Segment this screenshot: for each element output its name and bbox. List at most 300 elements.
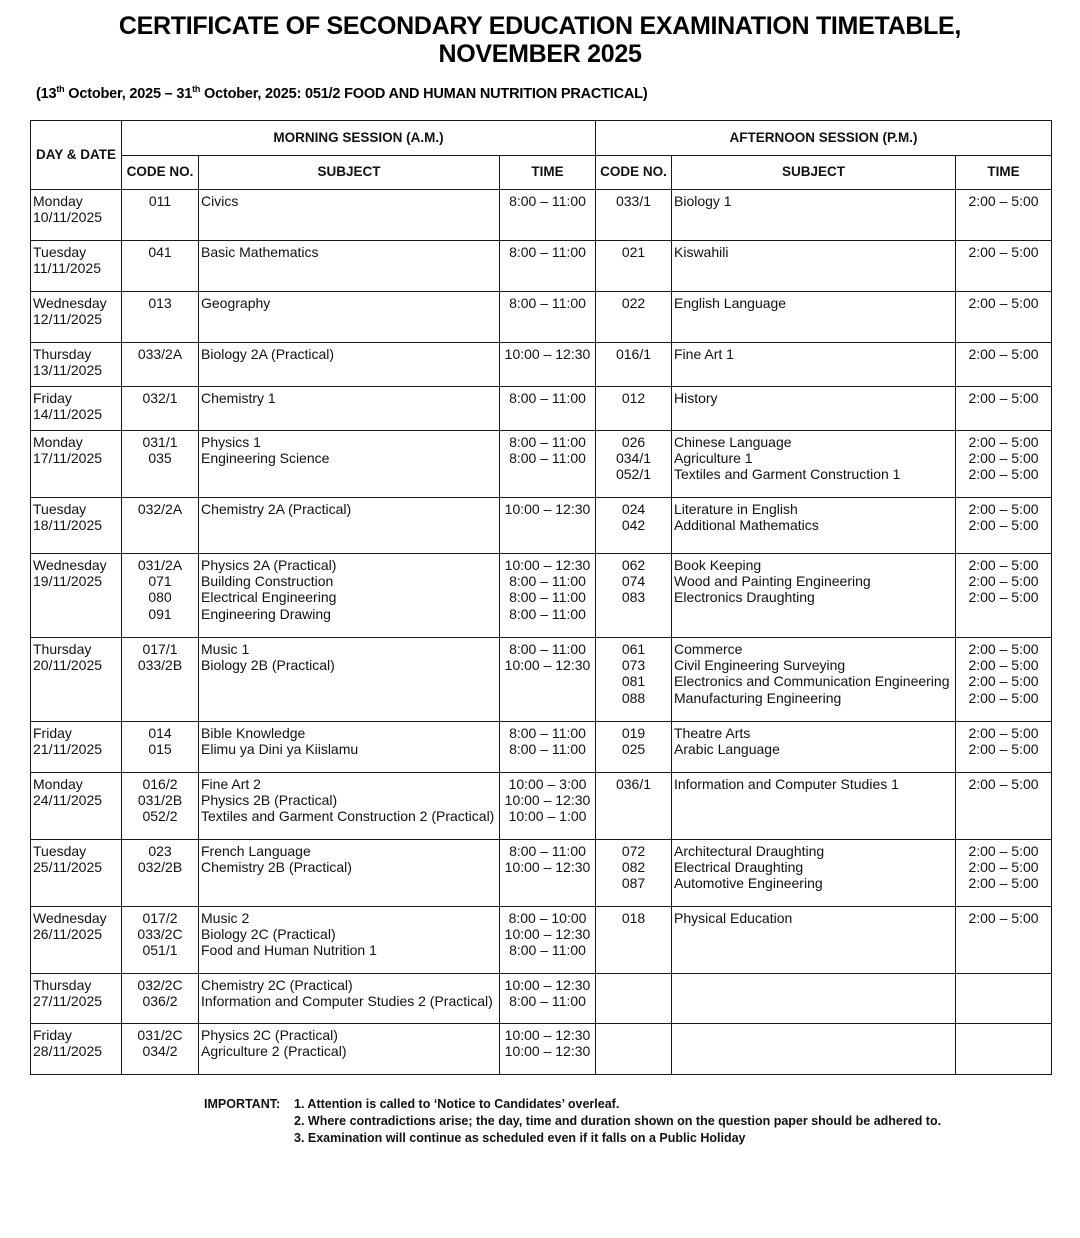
am-time: 10:00 – 12:30 xyxy=(504,501,591,517)
am-time: 10:00 – 12:30 xyxy=(504,657,591,674)
pm-code-cell xyxy=(596,387,672,431)
subtitle-superscript: th xyxy=(56,84,65,94)
am-code-cell xyxy=(122,907,199,974)
pm-subject: Commerce xyxy=(674,641,743,657)
am-code: 031/2A xyxy=(137,557,183,573)
am-subject: Basic Mathematics xyxy=(201,244,319,260)
am-subject-cell xyxy=(199,431,500,498)
am-subject: Engineering Science xyxy=(201,450,330,467)
weekday: Thursday xyxy=(33,346,92,362)
pm-time: 2:00 – 5:00 xyxy=(968,776,1039,792)
am-code: 011 xyxy=(148,193,172,209)
am-time: 10:00 – 12:30 xyxy=(504,792,591,809)
header-day-date: DAY & DATE xyxy=(31,121,122,190)
pm-code-cell xyxy=(596,974,672,1024)
table-row xyxy=(31,554,1052,638)
am-time-cell xyxy=(500,1024,596,1075)
pm-code-cell xyxy=(596,773,672,840)
day-date-cell xyxy=(31,387,122,431)
pm-time: 2:00 – 5:00 xyxy=(968,641,1039,657)
pm-subject: English Language xyxy=(674,295,787,311)
date: 18/11/2025 xyxy=(33,517,103,534)
note-item: 1. Attention is called to ‘Notice to Candidates’ overleaf. xyxy=(294,1097,620,1111)
document-title xyxy=(0,12,1080,68)
am-subject: Chemistry 2B (Practical) xyxy=(201,859,352,876)
am-subject: Biology 2A (Practical) xyxy=(201,346,335,362)
am-subject-cell xyxy=(199,498,500,554)
am-time: 10:00 – 12:30 xyxy=(504,346,591,362)
am-time: 8:00 – 11:00 xyxy=(509,725,586,741)
day-date-cell xyxy=(31,190,122,241)
subtitle-superscript: th xyxy=(192,84,201,94)
pm-code: 025 xyxy=(621,741,646,758)
am-subject: Geography xyxy=(201,295,271,311)
pm-time-cell xyxy=(956,974,1052,1024)
pm-subject: Information and Computer Studies 1 xyxy=(674,776,899,792)
pm-subject-cell xyxy=(672,241,956,292)
pm-subject: Theatre Arts xyxy=(674,725,751,741)
am-subject: Textiles and Garment Construction 2 (Practical) xyxy=(201,808,495,825)
pm-time-cell xyxy=(956,292,1052,343)
date: 25/11/2025 xyxy=(33,859,103,876)
am-code-cell xyxy=(122,722,199,773)
am-time: 8:00 – 11:00 xyxy=(509,450,586,467)
am-code-cell xyxy=(122,431,199,498)
pm-subject: Kiswahili xyxy=(674,244,729,260)
pm-subject: Arabic Language xyxy=(674,741,780,758)
am-subject: Electrical Engineering xyxy=(201,589,337,606)
am-subject: Bible Knowledge xyxy=(201,725,306,741)
day-date-cell xyxy=(31,773,122,840)
am-code: 080 xyxy=(148,589,172,606)
am-time: 10:00 – 12:30 xyxy=(504,1043,591,1060)
pm-code-cell xyxy=(596,638,672,722)
pm-subject-cell xyxy=(672,638,956,722)
pm-subject: Civil Engineering Surveying xyxy=(674,657,846,674)
am-time: 10:00 – 1:00 xyxy=(508,808,587,825)
am-time-cell xyxy=(500,498,596,554)
note-item: 2. Where contradictions arise; the day, time and duration shown on the question paper should be adhered to. xyxy=(294,1114,942,1128)
pm-code-cell xyxy=(596,907,672,974)
pm-code: 072 xyxy=(621,843,646,859)
am-subject: Physics 2C (Practical) xyxy=(201,1027,338,1043)
am-time: 8:00 – 11:00 xyxy=(509,741,586,758)
pm-time: 2:00 – 5:00 xyxy=(968,657,1039,674)
table-row xyxy=(31,773,1052,840)
am-subject: Physics 2B (Practical) xyxy=(201,792,338,809)
pm-time: 2:00 – 5:00 xyxy=(968,517,1039,534)
pm-time: 2:00 – 5:00 xyxy=(968,673,1039,690)
pm-code: 081 xyxy=(621,673,646,690)
header-pm-subject: SUBJECT xyxy=(672,156,956,190)
am-time: 8:00 – 10:00 xyxy=(508,910,587,926)
pm-code-cell xyxy=(596,292,672,343)
am-code: 036/2 xyxy=(142,993,178,1010)
am-code: 032/2C xyxy=(137,977,183,993)
am-subject: Biology 2B (Practical) xyxy=(201,657,335,674)
pm-time: 2:00 – 5:00 xyxy=(968,434,1039,450)
am-time-cell xyxy=(500,840,596,907)
pm-code: 073 xyxy=(621,657,646,674)
pm-time-cell xyxy=(956,773,1052,840)
date: 27/11/2025 xyxy=(33,993,103,1010)
am-time: 10:00 – 12:30 xyxy=(504,1027,591,1043)
pm-code: 062 xyxy=(621,557,646,573)
table-row xyxy=(31,974,1052,1024)
am-code-cell xyxy=(122,292,199,343)
weekday: Friday xyxy=(33,725,72,741)
am-subject-cell xyxy=(199,722,500,773)
weekday: Wednesday xyxy=(33,910,107,926)
pm-subject: Textiles and Garment Construction 1 xyxy=(674,466,901,483)
weekday: Monday xyxy=(33,193,83,209)
am-time: 8:00 – 11:00 xyxy=(509,942,586,959)
pm-code-cell xyxy=(596,554,672,638)
header-am-time: TIME xyxy=(500,156,596,190)
am-subject: Music 2 xyxy=(201,910,250,926)
subtitle-part: October, 2025: 051/2 FOOD AND HUMAN NUTRITION PRACTICAL) xyxy=(200,86,648,102)
am-code: 051/1 xyxy=(142,942,178,959)
am-time-cell xyxy=(500,292,596,343)
pm-subject-cell xyxy=(672,190,956,241)
am-code: 033/2C xyxy=(137,926,183,943)
pm-time-cell xyxy=(956,241,1052,292)
header-row-sessions xyxy=(31,121,1052,156)
pm-time: 2:00 – 5:00 xyxy=(968,193,1039,209)
am-subject-cell xyxy=(199,190,500,241)
am-code-cell xyxy=(122,974,199,1024)
title-line-2: NOVEMBER 2025 xyxy=(438,40,642,68)
am-code: 017/2 xyxy=(142,910,178,926)
table-row xyxy=(31,498,1052,554)
day-date-cell xyxy=(31,1024,122,1075)
pm-code: 082 xyxy=(621,859,646,876)
am-subject: Civics xyxy=(201,193,239,209)
am-subject-cell xyxy=(199,292,500,343)
am-code: 052/2 xyxy=(142,808,178,825)
date: 17/11/2025 xyxy=(33,450,103,467)
day-date-cell xyxy=(31,292,122,343)
table-row xyxy=(31,241,1052,292)
pm-code: 018 xyxy=(621,910,646,926)
important-notes-list xyxy=(294,1096,941,1147)
date: 11/11/2025 xyxy=(33,260,101,277)
pm-code: 061 xyxy=(621,641,646,657)
pm-code: 034/1 xyxy=(615,450,652,467)
pm-subject: Physical Education xyxy=(674,910,793,926)
am-subject-cell xyxy=(199,773,500,840)
pm-subject: Literature in English xyxy=(674,501,798,517)
pm-code: 024 xyxy=(621,501,646,517)
am-time: 8:00 – 11:00 xyxy=(509,244,586,260)
am-time: 8:00 – 11:00 xyxy=(509,605,586,622)
pm-subject: Automotive Engineering xyxy=(674,875,823,892)
am-subject-cell xyxy=(199,554,500,638)
am-code: 014 xyxy=(148,725,172,741)
date: 21/11/2025 xyxy=(33,741,103,758)
weekday: Monday xyxy=(33,434,83,450)
pm-code: 052/1 xyxy=(615,466,652,483)
weekday: Wednesday xyxy=(33,295,107,311)
pm-subject: Architectural Draughting xyxy=(674,843,825,859)
subtitle-part: October, 2025 – 31 xyxy=(64,86,193,102)
am-time-cell xyxy=(500,431,596,498)
am-code: 031/2B xyxy=(137,792,183,809)
header-morning-session: MORNING SESSION (A.M.) xyxy=(122,121,596,156)
am-code-cell xyxy=(122,773,199,840)
subtitle-part: (13 xyxy=(36,86,57,102)
am-time-cell xyxy=(500,387,596,431)
am-time: 8:00 – 11:00 xyxy=(509,434,586,450)
am-subject: Physics 1 xyxy=(201,434,261,450)
pm-time-cell xyxy=(956,722,1052,773)
am-time-cell xyxy=(500,343,596,387)
day-date-cell xyxy=(31,554,122,638)
pm-code-cell xyxy=(596,840,672,907)
pm-subject: Biology 1 xyxy=(674,193,732,209)
title-line-1: CERTIFICATE OF SECONDARY EDUCATION EXAMINATION TIMETABLE, xyxy=(118,12,962,40)
pm-time: 2:00 – 5:00 xyxy=(968,859,1039,876)
date: 28/11/2025 xyxy=(33,1043,103,1060)
am-subject: Music 1 xyxy=(201,641,250,657)
am-time: 10:00 – 12:30 xyxy=(504,557,591,573)
am-code-cell xyxy=(122,1024,199,1075)
day-date-cell xyxy=(31,431,122,498)
am-subject: Agriculture 2 (Practical) xyxy=(201,1043,347,1060)
am-time: 10:00 – 12:30 xyxy=(504,926,591,943)
am-code-cell xyxy=(122,241,199,292)
pm-time: 2:00 – 5:00 xyxy=(968,725,1039,741)
am-time: 10:00 – 3:00 xyxy=(508,776,587,792)
day-date-cell xyxy=(31,840,122,907)
am-code-cell xyxy=(122,498,199,554)
am-time: 10:00 – 12:30 xyxy=(504,977,591,993)
pm-code: 088 xyxy=(621,689,646,706)
am-time: 8:00 – 11:00 xyxy=(509,193,586,209)
am-time-cell xyxy=(500,974,596,1024)
pm-code: 016/1 xyxy=(615,346,652,362)
pm-time-cell xyxy=(956,343,1052,387)
am-time: 8:00 – 11:00 xyxy=(509,641,586,657)
am-time-cell xyxy=(500,907,596,974)
am-time: 8:00 – 11:00 xyxy=(509,390,586,406)
table-row xyxy=(31,840,1052,907)
am-subject: Information and Computer Studies 2 (Practical) xyxy=(201,993,493,1010)
table-row xyxy=(31,387,1052,431)
am-subject: French Language xyxy=(201,843,311,859)
date: 10/11/2025 xyxy=(33,209,103,226)
pm-time: 2:00 – 5:00 xyxy=(968,843,1039,859)
pm-subject: Electrical Draughting xyxy=(674,859,804,876)
am-code: 016/2 xyxy=(142,776,178,792)
pm-code: 042 xyxy=(621,517,646,534)
note-item: 3. Examination will continue as scheduled even if it falls on a Public Holiday xyxy=(294,1131,746,1145)
pm-code-cell xyxy=(596,241,672,292)
pm-time: 2:00 – 5:00 xyxy=(968,557,1039,573)
am-code: 091 xyxy=(148,605,172,622)
pm-time-cell xyxy=(956,498,1052,554)
pm-time-cell xyxy=(956,387,1052,431)
pm-time: 2:00 – 5:00 xyxy=(968,244,1039,260)
pm-subject-cell xyxy=(672,343,956,387)
pm-subject-cell xyxy=(672,498,956,554)
am-code: 013 xyxy=(148,295,172,311)
am-time: 8:00 – 11:00 xyxy=(509,589,586,606)
weekday: Thursday xyxy=(33,641,92,657)
pm-code-cell xyxy=(596,498,672,554)
pm-subject-cell xyxy=(672,907,956,974)
am-subject-cell xyxy=(199,387,500,431)
day-date-cell xyxy=(31,498,122,554)
am-time-cell xyxy=(500,773,596,840)
pm-code-cell xyxy=(596,431,672,498)
pm-code: 012 xyxy=(621,390,646,406)
pm-code: 083 xyxy=(621,589,646,606)
date: 13/11/2025 xyxy=(33,362,103,379)
am-code: 032/2A xyxy=(137,501,183,517)
pm-code-cell xyxy=(596,190,672,241)
am-code: 031/1 xyxy=(142,434,178,450)
table-row xyxy=(31,907,1052,974)
date: 26/11/2025 xyxy=(33,926,103,943)
am-subject: Elimu ya Dini ya Kiislamu xyxy=(201,741,359,758)
am-code-cell xyxy=(122,343,199,387)
am-code: 017/1 xyxy=(142,641,178,657)
pm-code: 021 xyxy=(621,244,646,260)
am-code: 034/2 xyxy=(142,1043,178,1060)
pm-time-cell xyxy=(956,190,1052,241)
table-row xyxy=(31,292,1052,343)
header-row-columns xyxy=(31,156,1052,190)
pm-subject-cell xyxy=(672,292,956,343)
pm-time: 2:00 – 5:00 xyxy=(968,466,1039,483)
pm-code: 087 xyxy=(621,875,646,892)
pm-subject-cell xyxy=(672,840,956,907)
pm-code: 074 xyxy=(621,573,646,590)
am-subject-cell xyxy=(199,241,500,292)
pm-subject: Electronics and Communication Engineering xyxy=(674,673,950,690)
am-subject: Fine Art 2 xyxy=(201,776,261,792)
table-row xyxy=(31,190,1052,241)
am-time-cell xyxy=(500,190,596,241)
pm-time-cell xyxy=(956,431,1052,498)
pm-subject: Manufacturing Engineering xyxy=(674,689,842,706)
am-code: 032/1 xyxy=(142,390,178,406)
am-code-cell xyxy=(122,190,199,241)
pm-code: 026 xyxy=(621,434,646,450)
pm-subject-cell xyxy=(672,554,956,638)
am-code: 031/2C xyxy=(137,1027,183,1043)
am-code-cell xyxy=(122,387,199,431)
am-subject-cell xyxy=(199,638,500,722)
pm-code: 036/1 xyxy=(615,776,652,792)
date: 20/11/2025 xyxy=(33,657,103,674)
am-time-cell xyxy=(500,554,596,638)
day-date-cell xyxy=(31,907,122,974)
day-date-cell xyxy=(31,638,122,722)
pm-time: 2:00 – 5:00 xyxy=(968,741,1039,758)
am-subject: Chemistry 1 xyxy=(201,390,276,406)
am-subject-cell xyxy=(199,974,500,1024)
am-code: 033/2B xyxy=(137,657,183,674)
am-subject: Food and Human Nutrition 1 xyxy=(201,942,377,959)
am-subject: Chemistry 2C (Practical) xyxy=(201,977,353,993)
am-subject-cell xyxy=(199,343,500,387)
am-time-cell xyxy=(500,241,596,292)
practical-dates-subtitle xyxy=(36,86,647,102)
am-code-cell xyxy=(122,638,199,722)
pm-subject-cell xyxy=(672,773,956,840)
pm-subject-cell xyxy=(672,431,956,498)
pm-code-cell xyxy=(596,343,672,387)
header-afternoon-session: AFTERNOON SESSION (P.M.) xyxy=(596,121,1052,156)
exam-timetable xyxy=(30,120,1052,1075)
pm-subject: Electronics Draughting xyxy=(674,589,815,606)
pm-time-cell xyxy=(956,840,1052,907)
pm-subject-cell xyxy=(672,974,956,1024)
am-time: 8:00 – 11:00 xyxy=(509,573,586,590)
pm-subject-cell xyxy=(672,1024,956,1075)
pm-subject: Wood and Painting Engineering xyxy=(674,573,871,590)
pm-code: 033/1 xyxy=(615,193,652,209)
am-code-cell xyxy=(122,840,199,907)
table-row xyxy=(31,431,1052,498)
important-label: IMPORTANT: xyxy=(204,1097,281,1111)
day-date-cell xyxy=(31,241,122,292)
pm-time: 2:00 – 5:00 xyxy=(968,450,1039,467)
pm-time-cell xyxy=(956,1024,1052,1075)
weekday: Tuesday xyxy=(33,843,87,859)
am-code: 041 xyxy=(148,244,172,260)
day-date-cell xyxy=(31,974,122,1024)
pm-time: 2:00 – 5:00 xyxy=(968,346,1039,362)
pm-code: 022 xyxy=(621,295,646,311)
header-pm-code: CODE NO. xyxy=(596,156,672,190)
table-row xyxy=(31,722,1052,773)
pm-time: 2:00 – 5:00 xyxy=(968,501,1039,517)
pm-time-cell xyxy=(956,554,1052,638)
am-subject: Biology 2C (Practical) xyxy=(201,926,336,943)
day-date-cell xyxy=(31,343,122,387)
am-code-cell xyxy=(122,554,199,638)
pm-time-cell xyxy=(956,638,1052,722)
am-code: 032/2B xyxy=(137,859,183,876)
am-time: 8:00 – 11:00 xyxy=(509,843,586,859)
pm-time: 2:00 – 5:00 xyxy=(968,295,1039,311)
pm-time-cell xyxy=(956,907,1052,974)
pm-time: 2:00 – 5:00 xyxy=(968,910,1039,926)
pm-time: 2:00 – 5:00 xyxy=(968,875,1039,892)
pm-subject: Additional Mathematics xyxy=(674,517,819,534)
am-subject-cell xyxy=(199,840,500,907)
table-row xyxy=(31,638,1052,722)
pm-code-cell xyxy=(596,1024,672,1075)
am-code: 015 xyxy=(148,741,172,758)
pm-code-cell xyxy=(596,722,672,773)
header-am-code: CODE NO. xyxy=(122,156,199,190)
weekday: Friday xyxy=(33,390,72,406)
weekday: Tuesday xyxy=(33,244,87,260)
header-pm-time: TIME xyxy=(956,156,1052,190)
am-subject: Physics 2A (Practical) xyxy=(201,557,337,573)
am-subject: Engineering Drawing xyxy=(201,605,331,622)
table-row xyxy=(31,1024,1052,1075)
date: 12/11/2025 xyxy=(33,311,103,328)
pm-subject: Fine Art 1 xyxy=(674,346,734,362)
pm-subject: Chinese Language xyxy=(674,434,792,450)
am-time-cell xyxy=(500,722,596,773)
am-time: 8:00 – 11:00 xyxy=(509,993,586,1010)
